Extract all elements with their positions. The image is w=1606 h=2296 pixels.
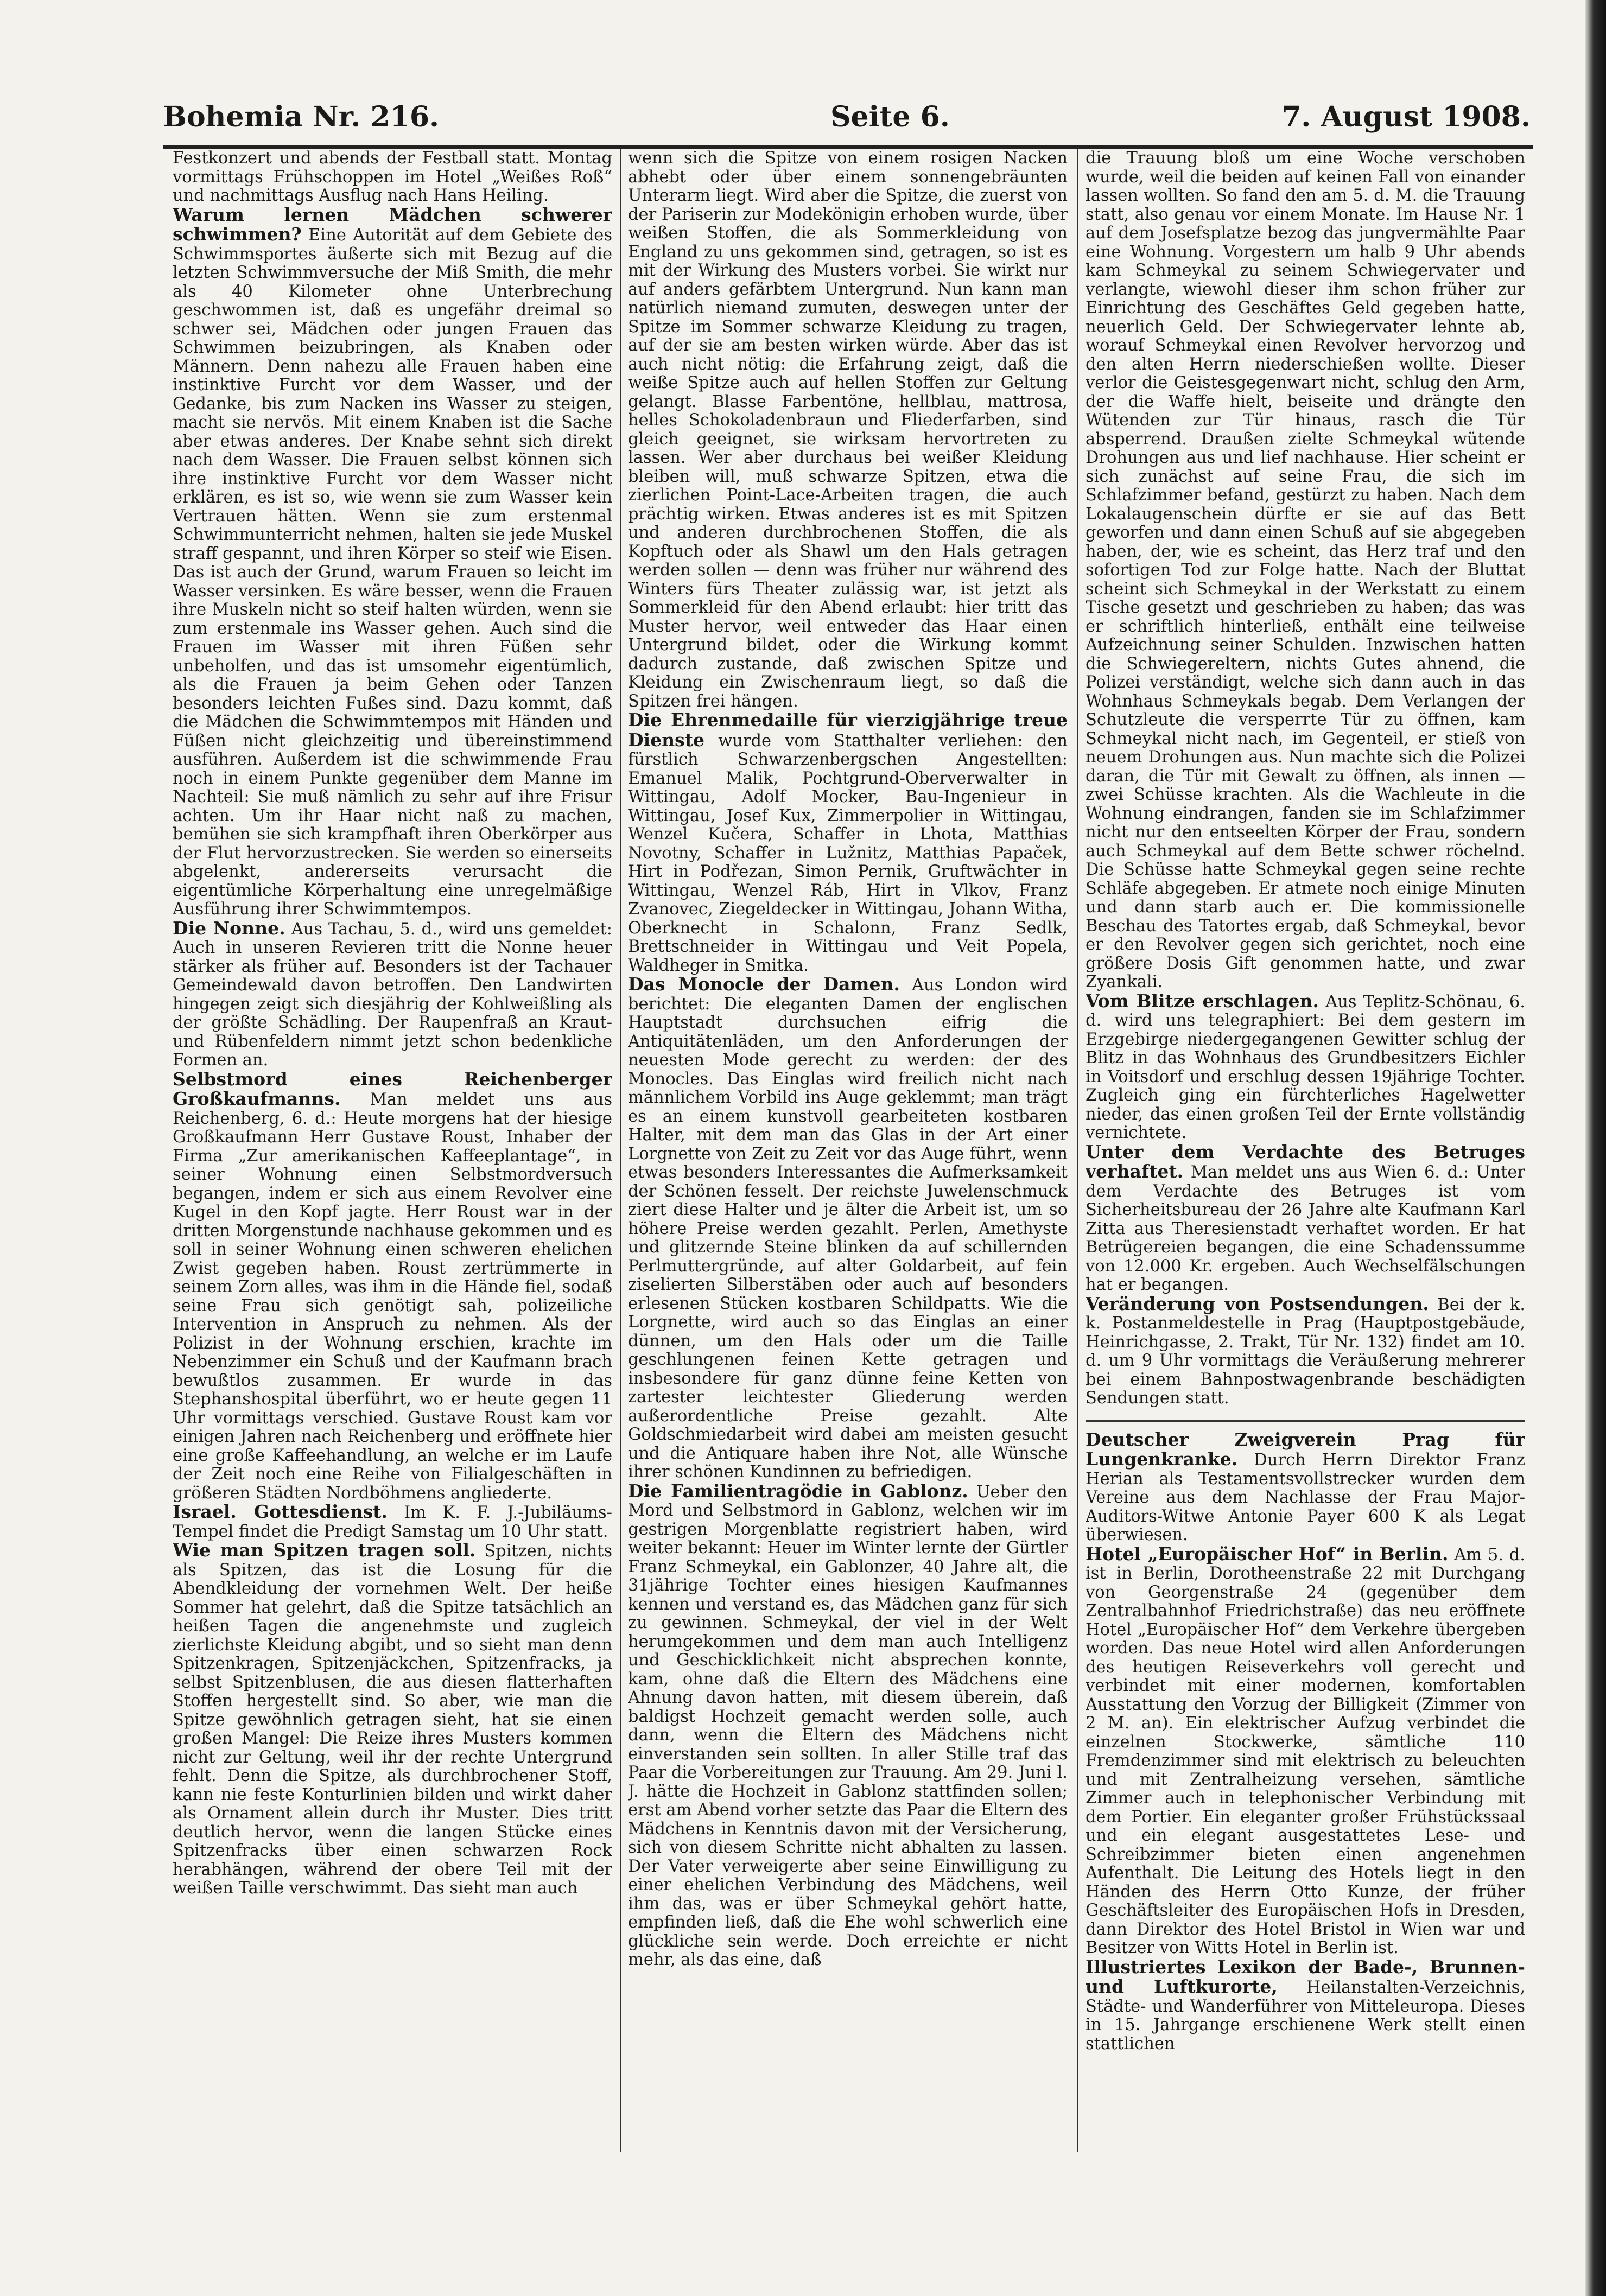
header-rule	[163, 145, 1533, 149]
article-paragraph	[1086, 992, 1525, 1143]
article-text: Bei der k. k. Postanmeldestelle in Prag (Hauptpostgebäude, Heinrichgasse, 2. Trakt, Tür Nr. 132) findet am 10. d. um 9 Uhr vormittags die Veräußerung mehrerer bei einem Bahnpostwagenbrande beschädigten Sendungen statt.	[1086, 1295, 1525, 1408]
article-paragraph	[628, 975, 1068, 1482]
article-text: wurde vom Statthalter verliehen: den fürstlich Schwarzenbergschen Angestellten: Emanuel Malik, Pochtgrund-Oberverwalter in Wittingau, Adolf Mocker, Bau-Ingenieur in Wittingau, Josef Kux, Zimmerpolier in Wittingau, Wenzel Kučera, Schaffer in Lhota, Matthias Novotny, Schaffer in Lužnitz, Matthias Papaček, Hirt in Podřezan, Simon Pernik, Gruftwächter in Wittingau, Wenzel Ráb, Hirt in Vlkov, Franz Zvanovec, Ziegeldecker in Wittingau, Johann Witha, Oberknecht in Schalonn, Franz Sedlk, Brettschneider in Wittingau und Veit Popela, Waldheger in Smitka.	[628, 731, 1068, 975]
article-text: Spitzen, nichts als Spitzen, das ist die Losung für die Abendkleidung der vornehmen Welt. Der heiße Sommer hat gelehrt, daß die Spitze tatsächlich an heißen Tagen die angenehmste und zugleich zierlichste Kleidung abgibt, und so sieht man denn Spitzenkragen, Spitzenjäckchen, Spitzenfracks, ja selbst Spitzenblusen, die aus diesen flatterhaften Stoffen hergestellt sind. So aber, wie man die Spitze gewöhnlich getragen sieht, hat sie einen großen Mangel: Die Reize ihres Musters kommen nicht zur Geltung, weil ihr der rechte Untergrund fehlt. Denn die Spitze, als durchbrochener Stoff, kann nie feste Konturlinien bilden und wirkt daher als Ornament allein durch ihr Muster. Dies tritt deutlich hervor, wenn die langen Stücke eines Spitzenfracks über einen schwarzen Rock herabhängen, während der obere Teil mit der weißen Taille verschwimmt. Das sieht man auch	[173, 1542, 612, 1898]
article-headline: Unter dem Verdachte des Betruges verhaftet.	[1086, 1141, 1525, 1182]
article-headline: Deutscher Zweigverein Prag für Lungenkranke.	[1086, 1428, 1525, 1470]
article-headline: Die Nonne.	[173, 917, 285, 939]
article-paragraph	[1086, 1545, 1525, 1958]
article-paragraph	[173, 1503, 612, 1541]
newspaper-issue: Bohemia Nr. 216.	[163, 100, 440, 133]
article-headline: Israel. Gottesdienst.	[173, 1501, 388, 1522]
article-text: Ueber den Mord und Selbstmord in Gablonz, welchen wir im gestrigen Morgenblatte registriert haben, wird weiter bekannt: Heuer im Winter lernte der Gürtler Franz Schmeykal, ein Gablonzer, 40 Jahre alt, die 31jährige Tochter eines hiesigen Kaufmannes kennen und verstand es, das Mädchen ganz für sich zu gewinnen. Schmeykal, der viel in der Welt herumgekommen und dem man auch Intelligenz und Geschicklichkeit nicht absprechen konnte, kam, ohne daß die Eltern des Mädchens eine Ahnung davon hatten, mit diesem überein, daß baldigst Hochzeit gemacht werden solle, auch dann, wenn die Eltern des Mädchens nicht einverstanden sein sollten. In aller Stille traf das Paar die Vorbereitungen zur Trauung. Am 29. Juni l. J. hätte die Hochzeit in Gablonz stattfinden sollen; erst am Abend vorher setzte das Paar die Eltern des Mädchens in Kenntnis davon mit der Versicherung, sich von diesem Schritte nicht abhalten zu lassen. Der Vater verweigerte aber seine Einwilligung zu einer ehelichen Verbindung des Mädchens, weil ihm das, was er über Schmeykal gehört hatte, empfinden ließ, daß die Ehe wohl schwerlich eine glückliche sein werde. Doch erreichte er nicht mehr, als das eine, daß	[628, 1482, 1068, 1969]
column-3	[1086, 149, 1525, 2152]
article-paragraph	[173, 919, 612, 1070]
article-paragraph	[628, 149, 1068, 711]
article-text: Eine Autorität auf dem Gebiete des Schwimmsportes äußerte sich mit Bezug auf die letzten Schwimmversuche der Miß Smith, die mehr als 40 Kilometer ohne Unterbrechung geschwommen ist, daß es ungefähr dreimal so schwer sei, Mädchen oder jungen Frauen das Schwimmen beizubringen, als Knaben oder Männern. Denn nahezu alle Frauen haben eine instinktive Furcht vor dem Wasser, und der Gedanke, bis zum Nacken ins Wasser zu steigen, macht sie nervös. Mit einem Knaben ist die Sache aber etwas anderes. Der Knabe sehnt sich direkt nach dem Wasser. Die Frauen selbst können sich ihre instinktive Furcht vor dem Wasser nicht erklären, es ist so, wie wenn sie zum Wasser kein Vertrauen hätten. Wenn sie zum erstenmal Schwimmunterricht nehmen, halten sie jede Muskel straff gespannt, und ihren Körper so steif wie Eisen. Das ist auch der Grund, warum Frauen so leicht im Wasser versinken. Es wäre besser, wenn die Frauen ihre Muskeln nicht so steif halten würden, wenn sie zum erstenmale ins Wasser gehen. Auch sind die Frauen im Wasser mit ihren Füßen sehr unbeholfen, und das ist umsomehr eigentümlich, als die Frauen ja beim Gehen oder Tanzen besonders leichten Fußes sind. Dazu kommt, daß die Mädchen die Schwimmtempos mit Händen und Füßen nicht gleichzeitig und übereinstimmend ausführen. Außerdem ist die schwimmende Frau noch in einem Punkte gegenüber dem Manne im Nachteil: Sie muß nämlich zu sehr auf ihre Frisur achten. Um ihr Haar nicht naß zu machen, bemühen sie sich krampfhaft ihren Oberkörper aus der Flut hervorzustrecken. Sie werden so einerseits abgelenkt, andererseits verursacht die eigentümliche Körperhaltung eine unregelmäßige Ausführung ihrer Schwimmtempos.	[173, 226, 612, 919]
article-paragraph	[628, 1482, 1068, 1970]
page-header	[163, 100, 1531, 144]
article-paragraph	[173, 149, 612, 206]
article-paragraph	[1086, 1295, 1525, 1408]
article-columns	[163, 149, 1533, 2152]
article-paragraph	[1086, 1958, 1525, 2054]
article-paragraph	[628, 711, 1068, 975]
article-paragraph	[1086, 1143, 1525, 1295]
article-paragraph	[173, 203, 612, 919]
article-text: Am 5. d. ist in Berlin, Dorotheenstraße 22 mit Durchgang von Georgenstraße 24 (gegenüber dem Zentralbahnhof Friedrichstraße) das neu eröffnete Hotel „Europäischer Hof“ dem Verkehre übergeben worden. Das neue Hotel wird allen Anforderungen des heutigen Reiseverkehrs voll gerecht und verbindet mit einer modernen, komfortablen Ausstattung den Vorzug der Billigkeit (Zimmer von 2 M. an). Ein elektrischer Aufzug verbindet die einzelnen Stockwerke, sämtliche 110 Fremdenzimmer sind mit elektrisch zu beleuchten und mit Zentralheizung versehen, sämtliche Zimmer auch in telephonischer Verbindung mit dem Portier. Ein eleganter großer Frühstückssaal und ein elegant ausgestattetes Lese- und Schreibzimmer bieten einen angenehmen Aufenthalt. Die Leitung des Hotels liegt in den Händen des Herrn Otto Kunze, der früher Geschäftsleiter des Europäischen Hofs in Dresden, dann Direktor des Hotel Bristol in Wien war und Besitzer von Witts Hotel in Berlin ist.	[1086, 1545, 1525, 1957]
article-headline: Selbstmord eines Reichenberger Großkaufmanns.	[173, 1068, 612, 1109]
book-binding-edge	[1585, 0, 1606, 2296]
column-divider	[1077, 149, 1078, 2152]
article-headline: Das Monocle der Damen.	[628, 974, 900, 995]
article-headline: Die Ehrenmedaille für vierzigjährige treue Dienste	[628, 709, 1068, 751]
article-text: Man meldet uns aus Reichenberg, 6. d.: Heute morgens hat der hiesige Großkaufmann Herr Gustave Roust, Inhaber der Firma „Zur amerikanischen Kaffeeplantage“, in seiner Wohnung einen Selbstmordversuch begangen, indem er sich aus einem Revolver eine Kugel in den Kopf jagte. Herr Roust war in der dritten Morgenstunde nachhause gekommen und es soll in seiner Wohnung einen schweren ehelichen Zwist gegeben haben. Roust zertrümmerte in seinem Zorn alles, was ihm in die Hände fiel, sodaß seine Frau sich genötigt sah, polizeiliche Intervention in Anspruch zu nehmen. Als der Polizist in der Wohnung erschien, krachte im Nebenzimmer ein Schuß und der Kaufmann brach bewußtlos zusammen. Er wurde in das Stephanshospital überführt, wo er heute gegen 11 Uhr vormittags verschied. Gustave Roust kam vor einigen Jahren nach Reichenberg und eröffnete hier eine große Kaffeehandlung, an welche er im Laufe der Zeit noch eine Reihe von Filialgeschäften in größeren Städten Nordböhmens angliederte.	[173, 1090, 612, 1503]
column-divider	[620, 149, 621, 2152]
article-text: Aus Tachau, 5. d., wird uns gemeldet: Auch in unseren Revieren tritt die Nonne heuer stärker als früher auf. Besonders ist der Tachauer Gemeindewald davon betroffen. Den Landwirten hingegen zeigt sich diesjährig der Kohlweißling als der größte Schädling. Der Raupenfraß an Kraut- und Rübenfeldern nimmt jetzt schon bedenkliche Formen an.	[173, 919, 612, 1070]
article-headline: Illustriertes Lexikon der Bade-, Brunnen- und Luftkurorte,	[1086, 1956, 1525, 1997]
article-text: Festkonzert und abends der Festball statt. Montag vormittags Frühschoppen im Hotel „Weißes Roß“ und nachmittags Ausflug nach Hans Heiling.	[173, 149, 612, 205]
page-number: Seite 6.	[830, 100, 950, 133]
column-2	[628, 149, 1068, 2152]
article-text: Durch Herrn Direktor Franz Herian als Testamentsvollstrecker wurden dem Vereine aus dem Nachlasse der Frau Major-Auditors-Witwe Antonie Payer 600 K als Legat überwiesen.	[1086, 1451, 1525, 1544]
article-text: Aus Teplitz-Schönau, 6. d. wird uns telegraphiert: Bei dem gestern im Erzgebirge niedergegangenen Gewitter schlug der Blitz in das Wohnhaus des Grundbesitzers Eichler in Voitsdorf und erschlug dessen 19jährige Tochter. Zugleich ging ein fürchterliches Hagelwetter nieder, das einen großen Teil der Ernte vollständig vernichtete.	[1086, 992, 1525, 1142]
article-text: Im K. F. J.-Jubiläums-Tempel findet die Predigt Samstag um 10 Uhr statt.	[173, 1503, 612, 1541]
article-paragraph	[1086, 1430, 1525, 1545]
article-paragraph	[173, 1541, 612, 1898]
article-text: Man meldet uns aus Wien 6. d.: Unter dem Verdachte des Betruges ist vom Sicherheitsbureau der 26 Jahre alte Kaufmann Karl Zitta aus Theresienstadt verhaftet worden. Er hat Betrügereien begangen, die eine Schadenssumme von 12.000 Kr. ergeben. Auch Wechselfälschungen hat er begangen.	[1086, 1163, 1525, 1294]
article-text: wenn sich die Spitze von einem rosigen Nacken abhebt oder über einem sonnengebräunten Unterarm liegt. Wird aber die Spitze, die zuerst von der Pariserin zur Modekönigin erhoben wurde, über weißen Stoffen, die als Sommerkleidung von England zu uns gekommen sind, getragen, so ist es mit der Wirkung des Musters vorbei. Sie wirkt nur auf anders gefärbtem Untergrund. Nun kann man natürlich niemand zumuten, deswegen unter der Spitze im Sommer schwarze Kleidung zu tragen, auf der sie am besten wirken würde. Aber das ist auch nicht nötig: die Erfahrung zeigt, daß die weiße Spitze auch auf hellen Stoffen zur Geltung gelangt. Blasse Farbentöne, hellblau, mattrosa, helles Schokoladenbraun und Fliederfarben, sind gleich geeignet, sie wirksam hervortreten zu lassen. Wer aber durchaus bei weißer Kleidung bleiben will, muß schwarze Spitzen, etwa die zierlichen Point-Lace-Arbeiten tragen, die auch prächtig wirken. Etwas anderes ist es mit Spitzen und anderen durchbrochenen Stoffen, die als Kopftuch oder als Shawl um den Hals getragen werden sollen — denn was früher nur während des Winters fürs Theater zulässig war, ist jetzt als Sommerkleid für den Abend erlaubt: hier tritt das Muster hervor, weil entweder das Haar einen Untergrund bildet, oder die Wirkung kommt dadurch zustande, daß zwischen Spitze und Kleidung ein Zwischenraum liegt, so daß die Spitzen frei hängen.	[628, 149, 1068, 711]
issue-date: 7. August 1908.	[1281, 100, 1531, 133]
article-headline: Die Familientragödie in Gablonz.	[628, 1480, 968, 1502]
article-text: Heilanstalten-Verzeichnis, Städte- und Wanderführer von Mitteleuropa. Dieses in 15. Jahrgange erschienene Werk stellt einen stattlichen	[1086, 1978, 1525, 2053]
article-text: Aus London wird berichtet: Die eleganten Damen der englischen Hauptstadt durchsuchen eifrig die Antiquitätenläden, um den Anforderungen der neuesten Mode gerecht zu werden: der des Monocles. Das Einglas wird freilich nicht nach männlichem Vorbild ins Auge geklemmt; man trägt es an einem kunstvoll gearbeiteten kostbaren Halter, mit dem man das Glas in der Art einer Lorgnette von Zeit zu Zeit vor das Auge führt, wenn etwas besonders Interessantes die Aufmerksamkeit der Schönen fesselt. Der reichste Juwelenschmuck ziert diese Halter und je älter die Arbeit ist, um so höhere Preise werden gezahlt. Perlen, Amethyste und glitzernde Steine blinken da auf schillernden Perlmuttergründe, auf alter Goldarbeit, auf fein ziselierten Silberstäben oder auch auf besonders erlesenen Stücken kostbaren Schildpatts. Wie die Lorgnette, wird auch so das Einglas an einer dünnen, um den Hals oder um die Taille geschlungenen feinen Kette getragen und insbesondere für ganz dünne feine Ketten von zartester leichtester Gliederung werden außerordentliche Preise gezahlt. Alte Goldschmiedarbeit wird dabei am meisten gesucht und die Antiquare haben ihre Not, alle Wünsche ihrer schönen Kundinnen zu befriedigen.	[628, 976, 1068, 1481]
article-separator	[1086, 1420, 1525, 1422]
article-text: die Trauung bloß um eine Woche verschoben wurde, weil die beiden auf keinen Fall von einander lassen wollten. So fand den am 5. d. M. die Trauung statt, also genau vor einem Monate. Im Hause Nr. 1 auf dem Josefsplatze bezog das jungvermählte Paar eine Wohnung. Vorgestern um halb 9 Uhr abends kam Schmeykal zu seinem Schwiegervater und verlangte, wiewohl dieser ihm schon früher zur Einrichtung des Geschäftes Geld gegeben hatte, neuerlich Geld. Der Schwiegervater lehnte ab, worauf Schmeykal einen Revolver hervorzog und den alten Herrn niederschießen wollte. Dieser verlor die Geistesgegenwart nicht, schlug den Arm, der die Waffe hielt, beiseite und drängte den Wütenden zur Tür hinaus, rasch die Tür absperrend. Draußen zielte Schmeykal wütende Drohungen aus und lief nachhause. Hier scheint er sich zunächst auf seine Frau, die sich im Schlafzimmer befand, gestürzt zu haben. Nach dem Lokalaugenschein dürfte er sie auf das Bett geworfen und dann einen Schuß auf sie abgegeben haben, der, wie es scheint, das Herz traf und den sofortigen Tod zur Folge hatte. Nach der Bluttat scheint sich Schmeykal in der Werkstatt zu einem Tische gesetzt und geschrieben zu haben; das was er schriftlich hinterließ, enthält eine teilweise Aufzeichnung seiner Schulden. Inzwischen hatten die Schwiegereltern, nichts Gutes ahnend, die Polizei verständigt, welche sich dann auch in das Wohnhaus Schmeykals begab. Dem Verlangen der Schutzleute die versperrte Tür zu öffnen, kam Schmeykal nicht nach, im Gegenteil, er stieß von neuem Drohungen aus. Nun machte sich die Polizei daran, die Tür mit Gewalt zu öffnen, als innen — zwei Schüsse krachten. Als die Wachleute in die Wohnung eindrangen, fanden sie im Schlafzimmer nicht nur den entseelten Körper der Frau, sondern auch Schmeykal auf dem Bette schwer röchelnd. Die Schüsse hatte Schmeykal gegen seine rechte Schläfe abgegeben. Er atmete noch einige Minuten und dann starb auch er. Die kommissionelle Beschau des Tatortes ergab, daß Schmeykal, bevor er den Revolver gegen sich gerichtet, noch eine größere Dosis Gift genommen hatte, und zwar Zyankali.	[1086, 149, 1525, 991]
article-paragraph	[173, 1070, 612, 1503]
article-headline: Hotel „Europäischer Hof“ in Berlin.	[1086, 1543, 1449, 1564]
article-paragraph	[1086, 149, 1525, 992]
article-headline: Warum lernen Mädchen schwerer schwimmen?	[173, 203, 612, 245]
article-headline: Veränderung von Postsendungen.	[1086, 1293, 1429, 1314]
article-headline: Wie man Spitzen tragen soll.	[173, 1540, 476, 1561]
column-1	[173, 149, 612, 2152]
article-headline: Vom Blitze erschlagen.	[1086, 990, 1319, 1012]
